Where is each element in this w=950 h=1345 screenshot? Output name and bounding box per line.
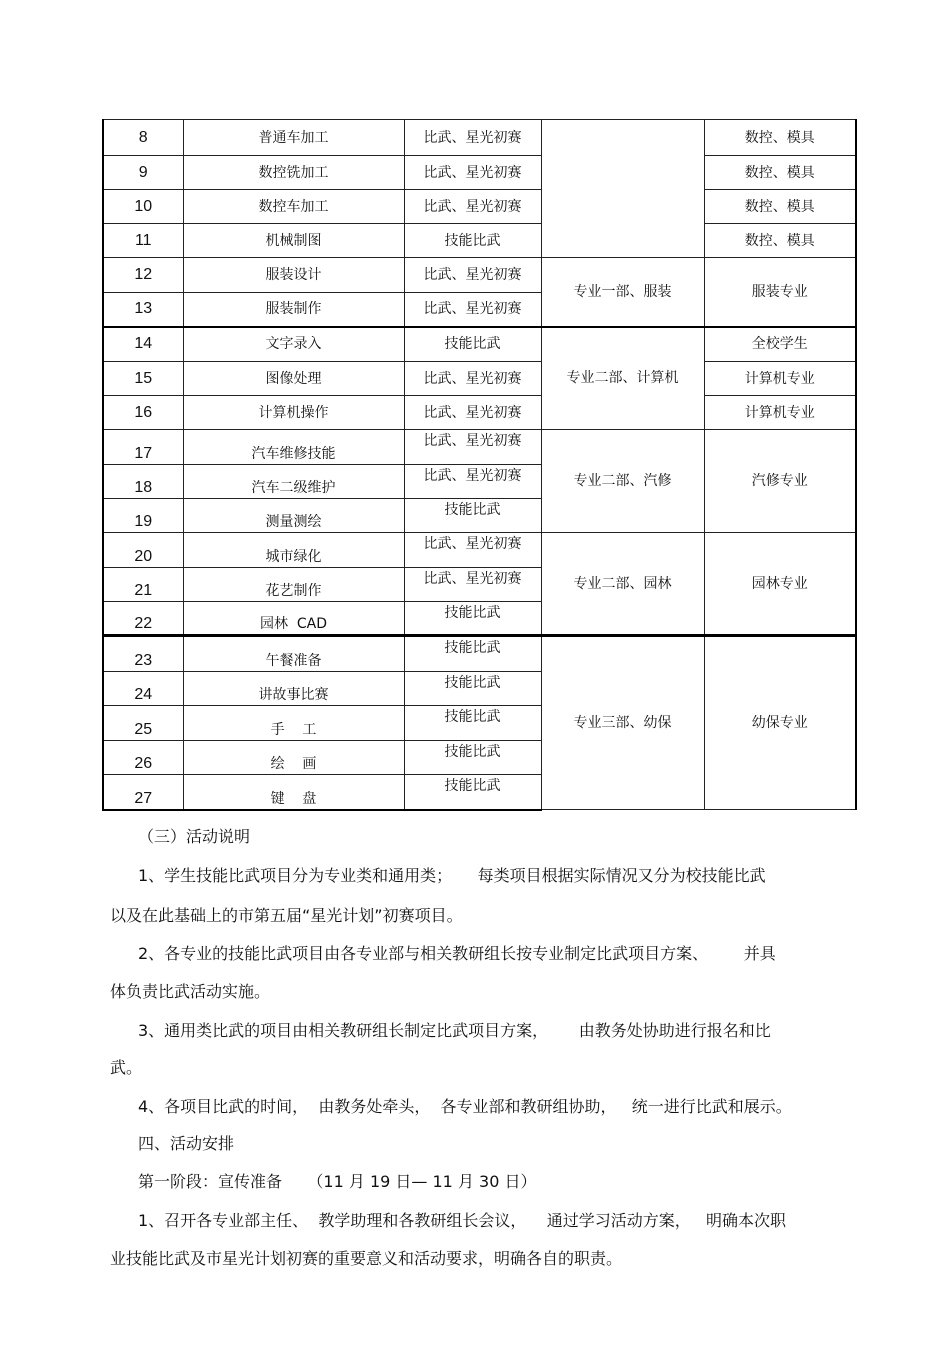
paragraph-1-line-2: 以及在此基础上的市第五届“星光计划”初赛项目。 bbox=[110, 906, 463, 925]
competition-type: 比武、星光初赛 bbox=[404, 362, 541, 396]
item-name: 园林 CAD bbox=[183, 602, 404, 636]
paragraph-2-line-1: 2、各专业的技能比武项目由各专业部与相关教研组长按专业制定比武项目方案、 并具 bbox=[138, 944, 776, 963]
row-number: 22 bbox=[103, 602, 183, 636]
competition-type: 比武、星光初赛 bbox=[404, 430, 541, 465]
row-number: 26 bbox=[103, 741, 183, 775]
competition-type: 技能比武 bbox=[404, 741, 541, 775]
paragraph-2-line-2: 体负责比武活动实施。 bbox=[110, 982, 271, 1001]
row-number: 12 bbox=[103, 258, 183, 293]
paragraph-5-line-1: 1、召开各专业部主任、 教学助理和各教研组长会议， 通过学习活动方案， 明确本次职 bbox=[138, 1211, 786, 1230]
item-name: 数控铣加工 bbox=[183, 156, 404, 190]
item-name: 午餐准备 bbox=[183, 636, 404, 672]
target-students: 数控、模具 bbox=[704, 156, 856, 190]
competition-type: 比武、星光初赛 bbox=[404, 293, 541, 327]
department-cell: 专业二部、计算机 bbox=[541, 327, 704, 430]
paragraph-5-line-2: 业技能比武及市星光计划初赛的重要意义和活动要求，明确各自的职责。 bbox=[110, 1249, 623, 1268]
row-number: 16 bbox=[103, 396, 183, 430]
row-number: 27 bbox=[103, 775, 183, 810]
department-cell: 专业二部、园林 bbox=[541, 533, 704, 636]
competition-type: 比武、星光初赛 bbox=[404, 156, 541, 190]
row-number: 14 bbox=[103, 327, 183, 362]
target-students: 幼保专业 bbox=[704, 636, 856, 810]
competition-type: 技能比武 bbox=[404, 672, 541, 706]
item-name: 测量测绘 bbox=[183, 499, 404, 533]
row-number: 21 bbox=[103, 568, 183, 602]
target-students: 园林专业 bbox=[704, 533, 856, 636]
competition-type: 比武、星光初赛 bbox=[404, 258, 541, 293]
target-students: 服装专业 bbox=[704, 258, 856, 327]
item-name: 城市绿化 bbox=[183, 533, 404, 568]
target-students: 计算机专业 bbox=[704, 362, 856, 396]
target-students: 计算机专业 bbox=[704, 396, 856, 430]
competition-type: 比武、星光初赛 bbox=[404, 120, 541, 156]
competition-type: 技能比武 bbox=[404, 636, 541, 672]
row-number: 25 bbox=[103, 706, 183, 741]
row-number: 10 bbox=[103, 190, 183, 224]
row-number: 13 bbox=[103, 293, 183, 327]
target-students: 数控、模具 bbox=[704, 190, 856, 224]
section-heading: 四、活动安排 bbox=[138, 1134, 235, 1153]
competition-type: 技能比武 bbox=[404, 775, 541, 810]
target-students: 汽修专业 bbox=[704, 430, 856, 533]
stage-heading: 第一阶段：宣传准备 （11 月 19 日— 11 月 30 日） bbox=[138, 1172, 537, 1191]
paragraph-3-line-1: 3、通用类比武的项目由相关教研组长制定比武项目方案， 由教务处协助进行报名和比 bbox=[138, 1021, 771, 1040]
item-name: 汽车维修技能 bbox=[183, 430, 404, 465]
item-name: 手 工 bbox=[183, 706, 404, 741]
item-name: 机械制图 bbox=[183, 224, 404, 258]
target-students: 全校学生 bbox=[704, 327, 856, 362]
item-name: 文字录入 bbox=[183, 327, 404, 362]
section-subheading: （三）活动说明 bbox=[138, 827, 251, 846]
row-number: 20 bbox=[103, 533, 183, 568]
item-name: 图像处理 bbox=[183, 362, 404, 396]
item-name: 普通车加工 bbox=[183, 120, 404, 156]
item-name: 计算机操作 bbox=[183, 396, 404, 430]
row-number: 15 bbox=[103, 362, 183, 396]
item-name: 服装制作 bbox=[183, 293, 404, 327]
competition-type: 比武、星光初赛 bbox=[404, 533, 541, 568]
competition-type: 比武、星光初赛 bbox=[404, 190, 541, 224]
department-cell bbox=[541, 120, 704, 258]
competition-type: 技能比武 bbox=[404, 499, 541, 533]
row-number: 17 bbox=[103, 430, 183, 465]
competition-type: 技能比武 bbox=[404, 706, 541, 741]
paragraph-3-line-2: 武。 bbox=[110, 1058, 143, 1077]
paragraph-4: 4、各项目比武的时间， 由教务处牵头， 各专业部和教研组协助， 统一进行比武和展示。 bbox=[138, 1097, 792, 1116]
target-students: 数控、模具 bbox=[704, 224, 856, 258]
row-number: 11 bbox=[103, 224, 183, 258]
row-number: 19 bbox=[103, 499, 183, 533]
row-number: 8 bbox=[103, 120, 183, 156]
department-cell: 专业三部、幼保 bbox=[541, 636, 704, 810]
item-name: 数控车加工 bbox=[183, 190, 404, 224]
row-number: 24 bbox=[103, 672, 183, 706]
competition-type: 比武、星光初赛 bbox=[404, 396, 541, 430]
competition-table bbox=[102, 119, 857, 811]
competition-type: 技能比武 bbox=[404, 602, 541, 636]
item-name: 服装设计 bbox=[183, 258, 404, 293]
row-number: 23 bbox=[103, 636, 183, 672]
competition-type: 技能比武 bbox=[404, 224, 541, 258]
paragraph-1-line-1: 1、学生技能比武项目分为专业类和通用类； 每类项目根据实际情况又分为校技能比武 bbox=[138, 866, 766, 885]
competition-type: 比武、星光初赛 bbox=[404, 568, 541, 602]
item-name: 汽车二级维护 bbox=[183, 465, 404, 499]
department-cell: 专业二部、汽修 bbox=[541, 430, 704, 533]
department-cell: 专业一部、服装 bbox=[541, 258, 704, 327]
competition-type: 比武、星光初赛 bbox=[404, 465, 541, 499]
item-name: 绘 画 bbox=[183, 741, 404, 775]
competition-type: 技能比武 bbox=[404, 327, 541, 362]
row-number: 18 bbox=[103, 465, 183, 499]
item-name: 花艺制作 bbox=[183, 568, 404, 602]
target-students: 数控、模具 bbox=[704, 120, 856, 156]
item-name: 键 盘 bbox=[183, 775, 404, 810]
item-name: 讲故事比赛 bbox=[183, 672, 404, 706]
row-number: 9 bbox=[103, 156, 183, 190]
